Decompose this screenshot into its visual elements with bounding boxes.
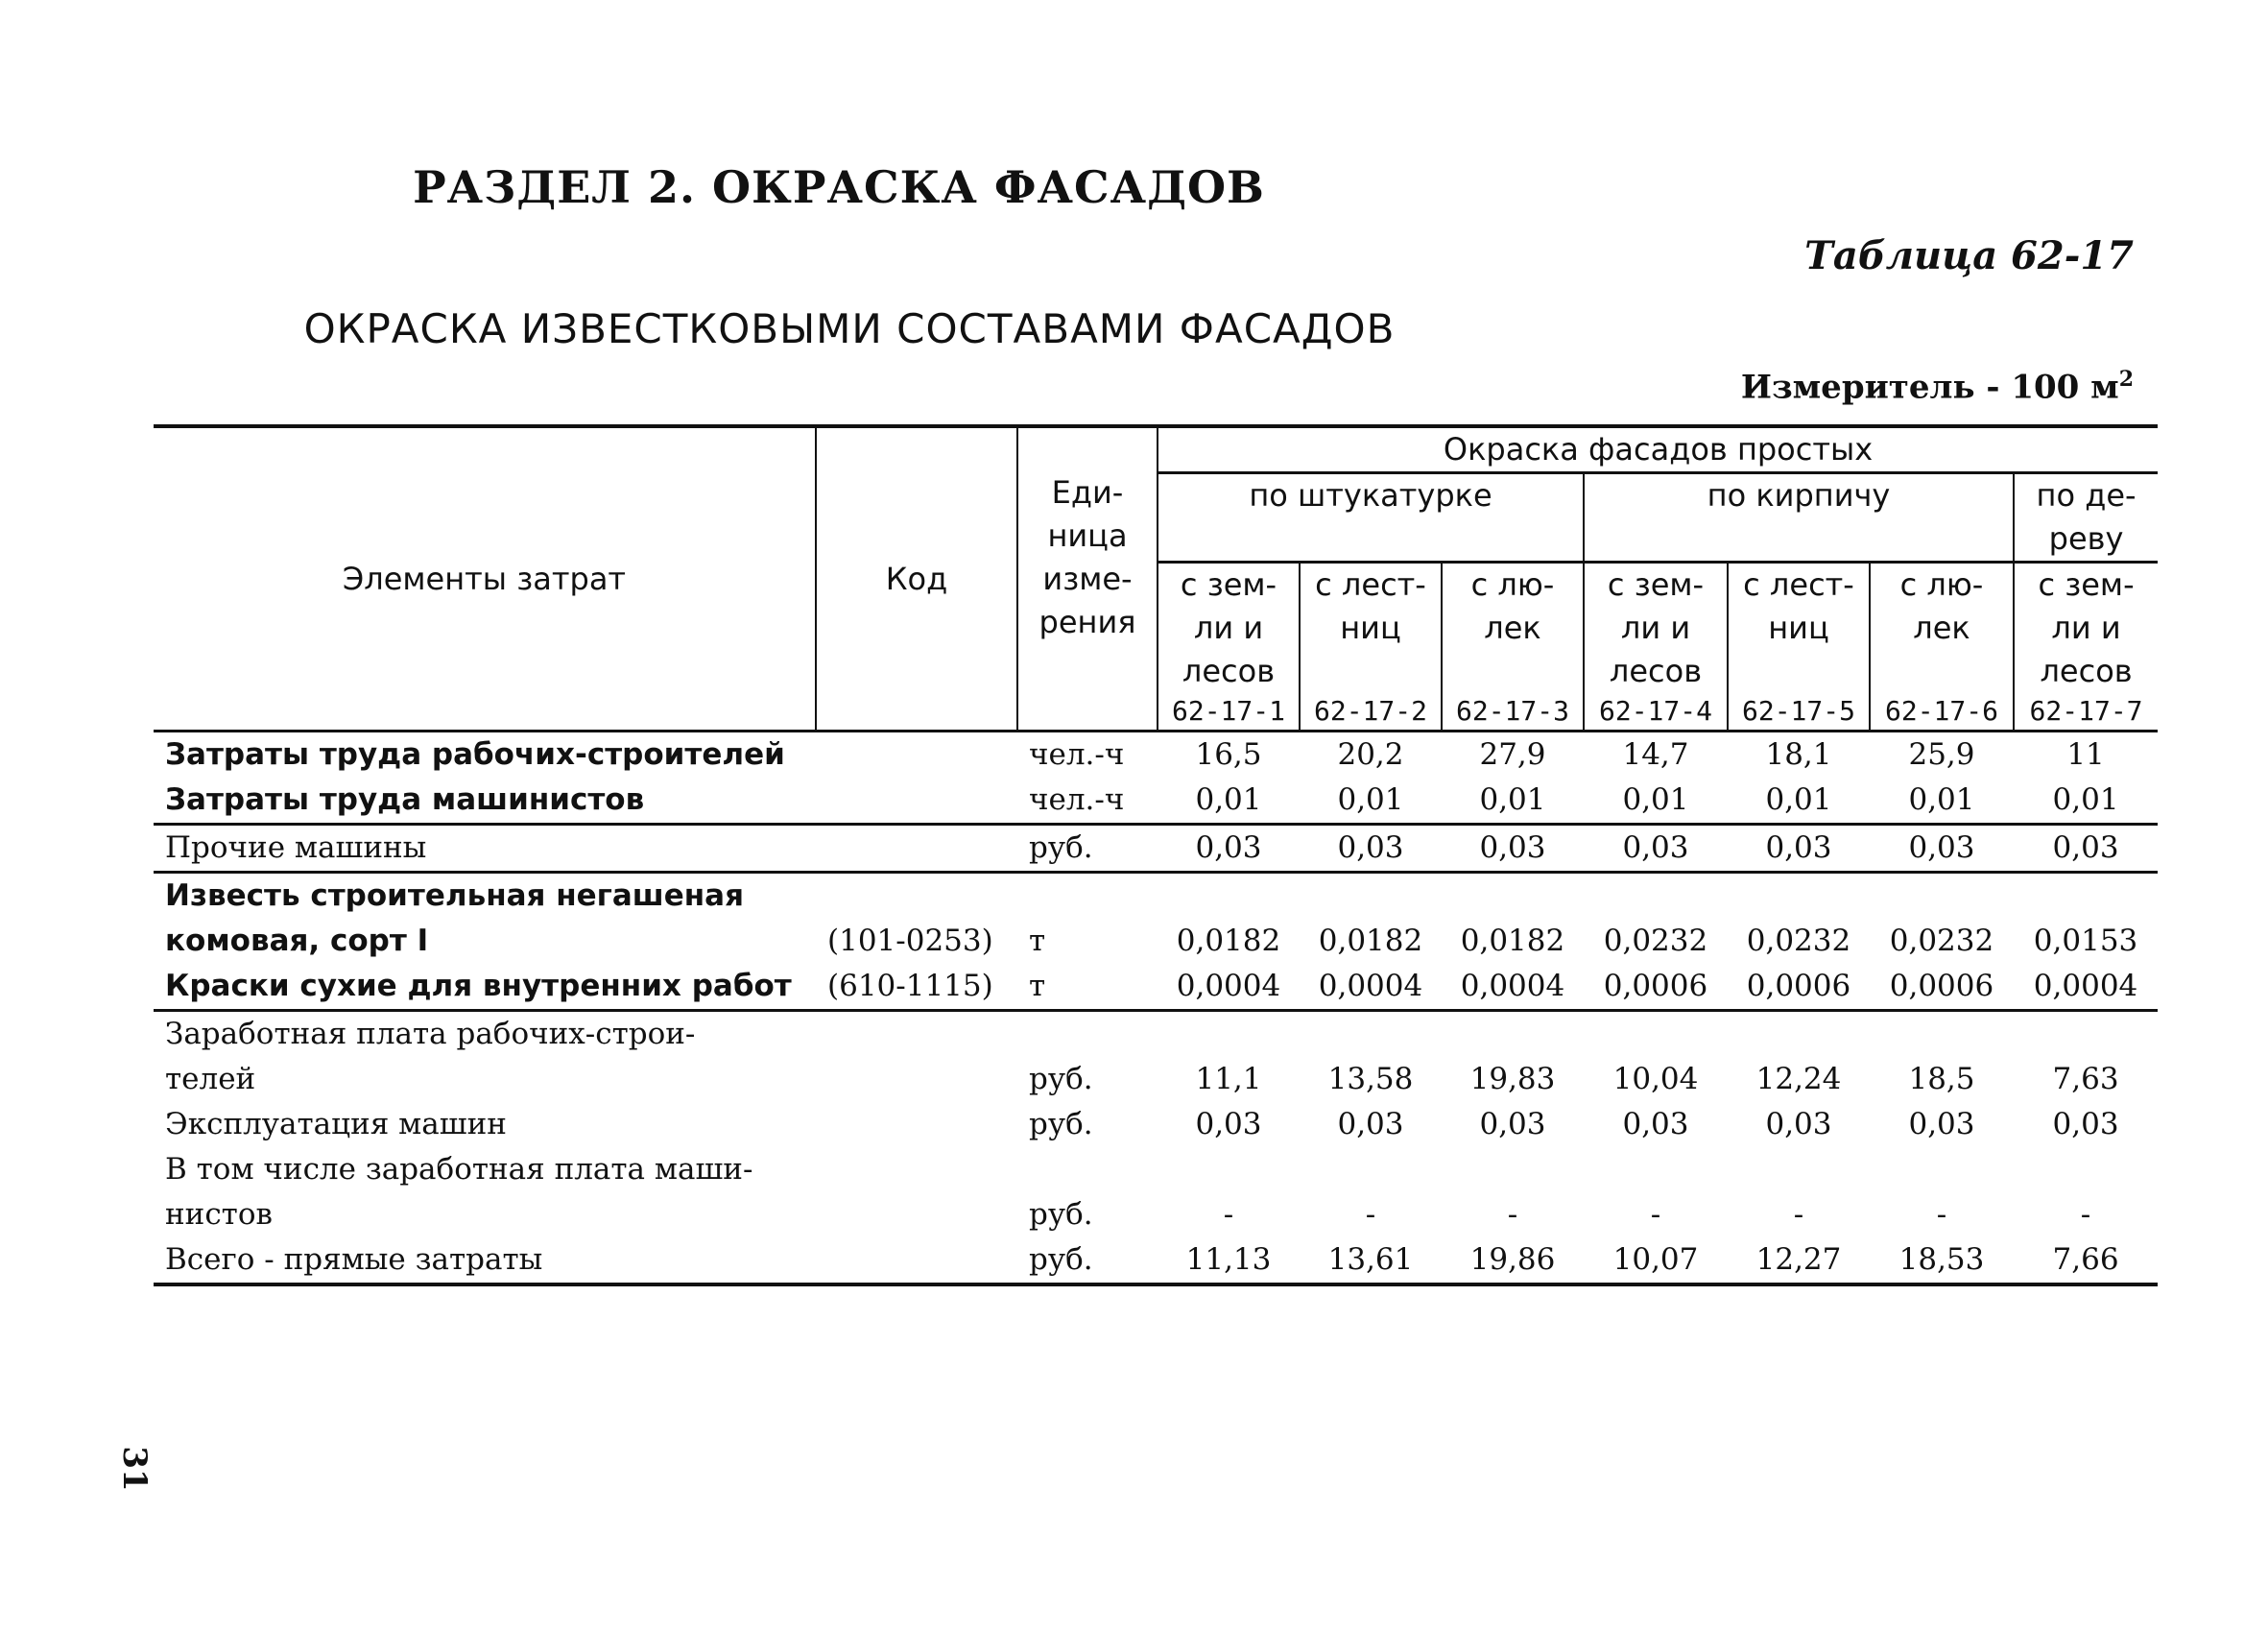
row-value: 0,0153 <box>2033 924 2138 958</box>
page-number: 31 <box>115 1446 154 1492</box>
row-label: Прочие машины <box>154 825 816 873</box>
table-row <box>154 1192 2158 1237</box>
row-value: 0,03 <box>1158 825 1300 873</box>
row-label: нистов <box>165 1197 273 1232</box>
row-value: 0,03 <box>1584 825 1728 873</box>
row-value: 0,01 <box>1584 778 1728 825</box>
unit-label-line4: рения <box>1039 604 1136 640</box>
row-value: 20,2 <box>1337 737 1404 772</box>
table-row <box>154 732 2158 778</box>
row-unit: руб. <box>1029 1197 1093 1232</box>
row-label: Затраты труда машинистов <box>154 778 816 825</box>
row-value: 0,01 <box>1300 778 1442 825</box>
measure-unit <box>1741 367 2134 406</box>
row-unit: руб. <box>1029 1062 1093 1096</box>
row-value: 7,66 <box>2014 1237 2158 1284</box>
col-name-5: с лест- ниц <box>1728 563 1870 694</box>
table-number: Таблица 62-17 <box>1804 233 2134 278</box>
row-value: 0,0182 <box>1176 924 1281 958</box>
header-elements: Элементы затрат <box>154 426 816 732</box>
row-unit: руб. <box>1017 1237 1158 1284</box>
row-value: 11 <box>2066 737 2105 772</box>
row-unit: руб. <box>1029 1107 1093 1141</box>
row-label: Эксплуатация машин <box>165 1107 507 1141</box>
table-title: ОКРАСКА ИЗВЕСТКОВЫМИ СОСТАВАМИ ФАСАДОВ <box>303 305 1396 352</box>
col-code-4: 62-17-4 <box>1584 693 1728 732</box>
row-unit: чел.-ч <box>1017 778 1158 825</box>
table-row <box>154 1147 2158 1192</box>
row-value: 0,01 <box>2014 778 2158 825</box>
table-row <box>154 1102 2158 1147</box>
col-name-2: с лест- ниц <box>1300 563 1442 694</box>
row-value: 0,01 <box>1158 778 1300 825</box>
row-value: 0,0006 <box>1728 964 1870 1011</box>
header-wood-line1: по де- <box>2014 473 2158 518</box>
row-label-line1: Заработная плата рабочих-строи- <box>165 1017 696 1051</box>
row-label-line1: В том числе заработная плата маши- <box>165 1152 753 1187</box>
col-name-6: с лю- лек <box>1870 563 2014 694</box>
row-code: (610-1115) <box>816 964 1017 1011</box>
table-row <box>154 1237 2158 1284</box>
row-label: комовая, сорт I <box>165 924 429 958</box>
measure-label: Измеритель - 100 м <box>1740 368 2119 407</box>
row-value: 0,0232 <box>1603 924 1708 958</box>
row-label: Краски сухие для внутренних работ <box>154 964 816 1011</box>
row-value: 0,0232 <box>1889 924 1994 958</box>
header-unit <box>1017 426 1158 732</box>
row-code <box>816 1102 1017 1147</box>
row-value: - <box>1507 1197 1518 1232</box>
header-brick: по кирпичу <box>1584 473 2014 563</box>
row-value: 0,03 <box>1195 1107 1262 1141</box>
row-value: 19,86 <box>1442 1237 1584 1284</box>
row-value: 18,53 <box>1870 1237 2014 1284</box>
row-value: 14,7 <box>1622 737 1689 772</box>
header-plaster: по штукатурке <box>1158 473 1584 563</box>
cost-table <box>154 424 2158 1286</box>
row-code <box>816 732 1017 778</box>
col-name-1: с зем- ли и лесов <box>1158 563 1300 694</box>
row-value: 10,04 <box>1612 1062 1699 1096</box>
row-value: 0,03 <box>2052 1107 2119 1141</box>
row-value: 18,5 <box>1908 1062 1975 1096</box>
row-label: Затраты труда рабочих-строителей <box>165 737 785 772</box>
row-unit: т <box>1017 964 1158 1011</box>
row-value: 0,0004 <box>2014 964 2158 1011</box>
row-label: Всего - прямые затраты <box>154 1237 816 1284</box>
row-label: телей <box>165 1062 256 1096</box>
row-value: 10,07 <box>1584 1237 1728 1284</box>
col-name-3: с лю- лек <box>1442 563 1584 694</box>
measure-exponent: 2 <box>2118 367 2134 392</box>
row-unit: т <box>1029 924 1046 958</box>
row-value: 0,03 <box>1337 1107 1404 1141</box>
row-value: 0,01 <box>1442 778 1584 825</box>
row-value: 0,03 <box>1728 825 1870 873</box>
header-wood-line2: реву <box>2014 517 2158 563</box>
row-value: 0,03 <box>1765 1107 1832 1141</box>
table-row <box>154 825 2158 873</box>
table-row <box>154 1011 2158 1058</box>
section-title: РАЗДЕЛ 2. ОКРАСКА ФАСАДОВ <box>413 161 1265 213</box>
row-unit: чел.-ч <box>1029 737 1125 772</box>
row-value: 0,03 <box>1442 825 1584 873</box>
row-code: (101-0253) <box>827 924 993 958</box>
row-label-line1: Известь строительная негашеная <box>165 878 744 913</box>
row-value: 0,03 <box>1870 825 2014 873</box>
row-code <box>816 1192 1017 1237</box>
unit-label-line3: изме- <box>1042 561 1133 597</box>
row-value: - <box>1365 1197 1376 1232</box>
row-value: 12,27 <box>1728 1237 1870 1284</box>
col-code-1: 62-17-1 <box>1158 693 1300 732</box>
row-value: 18,1 <box>1765 737 1832 772</box>
col-name-7: с зем- ли и лесов <box>2014 563 2158 694</box>
row-code <box>816 1237 1017 1284</box>
row-unit: руб. <box>1017 825 1158 873</box>
row-code <box>816 1057 1017 1102</box>
unit-label-line2: ница <box>1047 517 1128 554</box>
row-value: 0,01 <box>1870 778 2014 825</box>
header-code: Код <box>816 426 1017 732</box>
row-value: 25,9 <box>1908 737 1975 772</box>
row-code <box>816 825 1017 873</box>
row-value: - <box>1650 1197 1661 1232</box>
row-value: 0,03 <box>1908 1107 1975 1141</box>
col-name-4: с зем- ли и лесов <box>1584 563 1728 694</box>
row-value: 19,83 <box>1469 1062 1556 1096</box>
row-value: 12,24 <box>1755 1062 1842 1096</box>
row-value: 0,03 <box>2014 825 2158 873</box>
row-value: 11,13 <box>1158 1237 1300 1284</box>
row-value: - <box>1936 1197 1947 1232</box>
row-value: 13,61 <box>1300 1237 1442 1284</box>
row-value: - <box>1223 1197 1234 1232</box>
row-value: 0,03 <box>1622 1107 1689 1141</box>
table-row <box>154 964 2158 1011</box>
row-value: 7,63 <box>2052 1062 2119 1096</box>
table-row <box>154 1057 2158 1102</box>
row-value: - <box>2080 1197 2091 1232</box>
table-row <box>154 873 2158 920</box>
row-value: - <box>1793 1197 1804 1232</box>
row-value: 0,0004 <box>1158 964 1300 1011</box>
col-code-2: 62-17-2 <box>1300 693 1442 732</box>
row-value: 0,0004 <box>1300 964 1442 1011</box>
row-value: 0,01 <box>1728 778 1870 825</box>
unit-label-line1: Еди- <box>1051 474 1124 511</box>
row-value: 0,0006 <box>1870 964 2014 1011</box>
row-value: 16,5 <box>1195 737 1262 772</box>
header-group: Окраска фасадов простых <box>1158 426 2158 473</box>
col-code-5: 62-17-5 <box>1728 693 1870 732</box>
table-row <box>154 919 2158 964</box>
row-value: 0,0182 <box>1460 924 1565 958</box>
row-code <box>816 778 1017 825</box>
row-value: 0,0006 <box>1584 964 1728 1011</box>
col-code-3: 62-17-3 <box>1442 693 1584 732</box>
table-body <box>154 732 2158 1285</box>
row-value: 27,9 <box>1479 737 1546 772</box>
col-code-7: 62-17-7 <box>2014 693 2158 732</box>
row-value: 0,0004 <box>1442 964 1584 1011</box>
row-value: 0,03 <box>1479 1107 1546 1141</box>
row-value: 0,03 <box>1300 825 1442 873</box>
col-code-6: 62-17-6 <box>1870 693 2014 732</box>
table-row <box>154 778 2158 825</box>
row-value: 13,58 <box>1327 1062 1414 1096</box>
row-value: 11,1 <box>1195 1062 1262 1096</box>
row-value: 0,0182 <box>1318 924 1423 958</box>
row-value: 0,0232 <box>1746 924 1851 958</box>
